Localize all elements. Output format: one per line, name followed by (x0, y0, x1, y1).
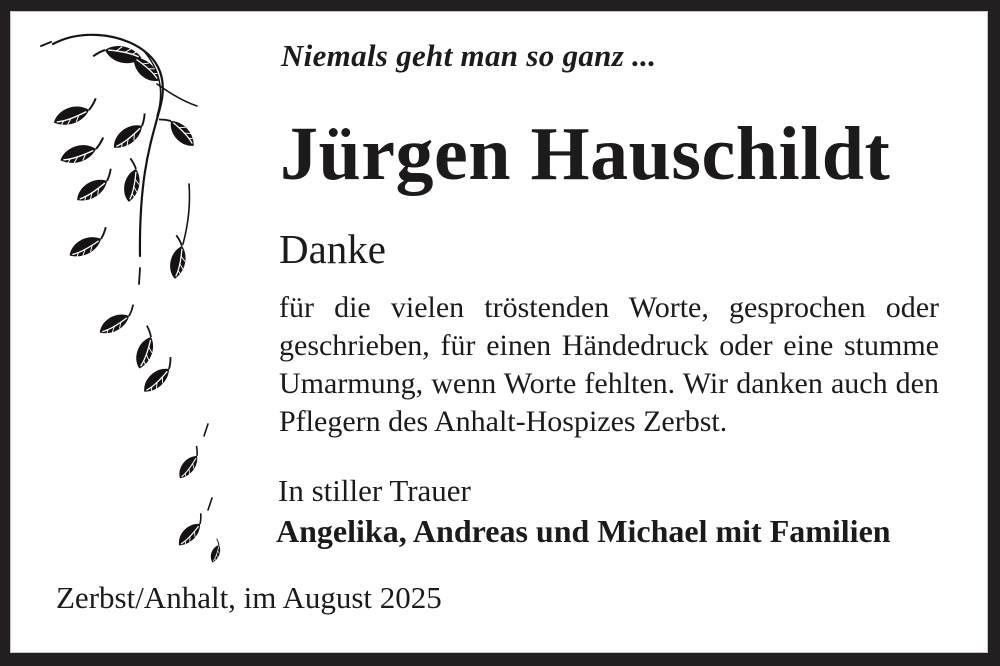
deceased-name: Jürgen Hauschildt (280, 112, 891, 196)
memorial-card (10, 11, 988, 653)
epigraph: Niemals geht man so ganz ... (281, 38, 657, 73)
branch-illustration (39, 24, 249, 569)
place-date: Zerbst/Anhalt, im August 2025 (56, 580, 442, 615)
thanks-heading: Danke (279, 226, 387, 272)
thanks-text: für die vielen tröstenden Worte, gesprochen oder geschrieben, für einen Händedruck oder eine stumme Umarmung, wenn Worte fehlten. Wir danken auch den Pflegern des Anhalt-Hospizes Zerbst. (279, 291, 939, 438)
closing-line: In stiller Trauer (278, 473, 471, 508)
family-names: Angelika, Andreas und Michael mit Familien (276, 513, 891, 549)
